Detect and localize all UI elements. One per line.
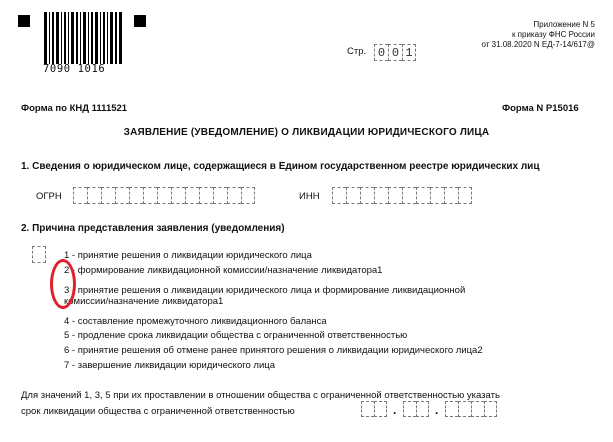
inn-cell[interactable] [402, 187, 416, 204]
inn-cell[interactable] [346, 187, 360, 204]
ogrn-cell[interactable] [73, 187, 87, 204]
appendix-line-1: Приложение N 5 [533, 20, 595, 29]
ogrn-label: ОГРН [36, 191, 62, 202]
ogrn-cell[interactable] [227, 187, 241, 204]
page-digit-1[interactable]: 0 [374, 44, 388, 61]
ogrn-cell[interactable] [101, 187, 115, 204]
ogrn-cell[interactable] [185, 187, 199, 204]
barcode [44, 12, 122, 64]
reason-item-7: 7 - завершение ликвидации юридического лица [64, 360, 275, 371]
reason-item-1: 1 - принятие решения о ликвидации юридического лица [64, 250, 312, 261]
page-digit-3[interactable]: 1 [402, 44, 416, 61]
ogrn-cell[interactable] [199, 187, 213, 204]
inn-label: ИНН [299, 191, 320, 202]
appendix-line-3: от 31.08.2020 N ЕД-7-14/617@ [481, 40, 595, 49]
date-day-digit-1[interactable] [361, 401, 374, 417]
corner-marker-left [18, 15, 30, 27]
reason-item-5: 5 - продление срока ликвидации общества с ограниченной ответственностью [64, 330, 408, 341]
inn-cell[interactable] [388, 187, 402, 204]
ogrn-cell[interactable] [143, 187, 157, 204]
inn-cell[interactable] [416, 187, 430, 204]
date-separator-2: . [435, 403, 439, 417]
appendix-line-2: к приказу ФНС России [511, 30, 595, 39]
ogrn-cell[interactable] [171, 187, 185, 204]
reason-item-3: 3 - принятие решения о ликвидации юридического лица и формирование ликвидационной [64, 285, 466, 296]
inn-cell[interactable] [430, 187, 444, 204]
ogrn-cell[interactable] [157, 187, 171, 204]
form-number: Форма N Р15016 [502, 103, 579, 114]
ogrn-cell[interactable] [129, 187, 143, 204]
reason-code-input[interactable] [32, 246, 46, 263]
footer-note-line-2: срок ликвидации общества с ограниченной ответственностью [21, 406, 295, 417]
inn-cell[interactable] [360, 187, 374, 204]
ogrn-cell[interactable] [115, 187, 129, 204]
date-day-digit-2[interactable] [374, 401, 387, 417]
section-2-heading: 2. Причина представления заявления (уведомления) [21, 223, 285, 234]
highlight-circle [50, 259, 76, 309]
form-knd-code: Форма по КНД 1111521 [21, 103, 128, 114]
reason-item-2: 2 - формирование ликвидационной комиссии/назначение ликвидатора1 [64, 265, 383, 276]
date-separator-1: . [393, 403, 397, 417]
reason-item-3-cont: комиссии/назначение ликвидатора1 [64, 296, 224, 307]
ogrn-cell[interactable] [87, 187, 101, 204]
inn-input-cells[interactable] [332, 187, 472, 204]
barcode-number: 7090 1016 [43, 63, 106, 75]
inn-cell[interactable] [374, 187, 388, 204]
date-month-cells[interactable] [403, 401, 429, 417]
date-year-cells[interactable] [445, 401, 497, 417]
reason-item-6: 6 - принятие решения об отмене ранее принятого решения о ликвидации юридического лица2 [64, 345, 483, 356]
reason-item-4: 4 - составление промежуточного ликвидационного баланса [64, 316, 327, 327]
date-year-digit-2[interactable] [458, 401, 471, 417]
date-year-digit-4[interactable] [484, 401, 497, 417]
inn-cell[interactable] [332, 187, 346, 204]
date-month-digit-1[interactable] [403, 401, 416, 417]
inn-cell[interactable] [444, 187, 458, 204]
footer-note-line-1: Для значений 1, 3, 5 при их проставлении в отношении общества с ограниченной ответственностью указать [21, 390, 500, 401]
corner-marker-right [134, 15, 146, 27]
ogrn-cell[interactable] [213, 187, 227, 204]
page-digit-2[interactable]: 0 [388, 44, 402, 61]
appendix-note [481, 20, 595, 50]
date-year-digit-3[interactable] [471, 401, 484, 417]
ogrn-cell[interactable] [241, 187, 255, 204]
page-label: Стр. [347, 46, 367, 57]
date-month-digit-2[interactable] [416, 401, 429, 417]
date-day-cells[interactable] [361, 401, 387, 417]
section-1-heading: 1. Сведения о юридическом лице, содержащиеся в Едином государственном реестре юридических лиц [21, 161, 540, 172]
inn-cell[interactable] [458, 187, 472, 204]
document-title: ЗАЯВЛЕНИЕ (УВЕДОМЛЕНИЕ) О ЛИКВИДАЦИИ ЮРИДИЧЕСКОГО ЛИЦА [123, 127, 490, 138]
page-number-cells [374, 44, 416, 61]
date-year-digit-1[interactable] [445, 401, 458, 417]
ogrn-input-cells[interactable] [73, 187, 255, 204]
